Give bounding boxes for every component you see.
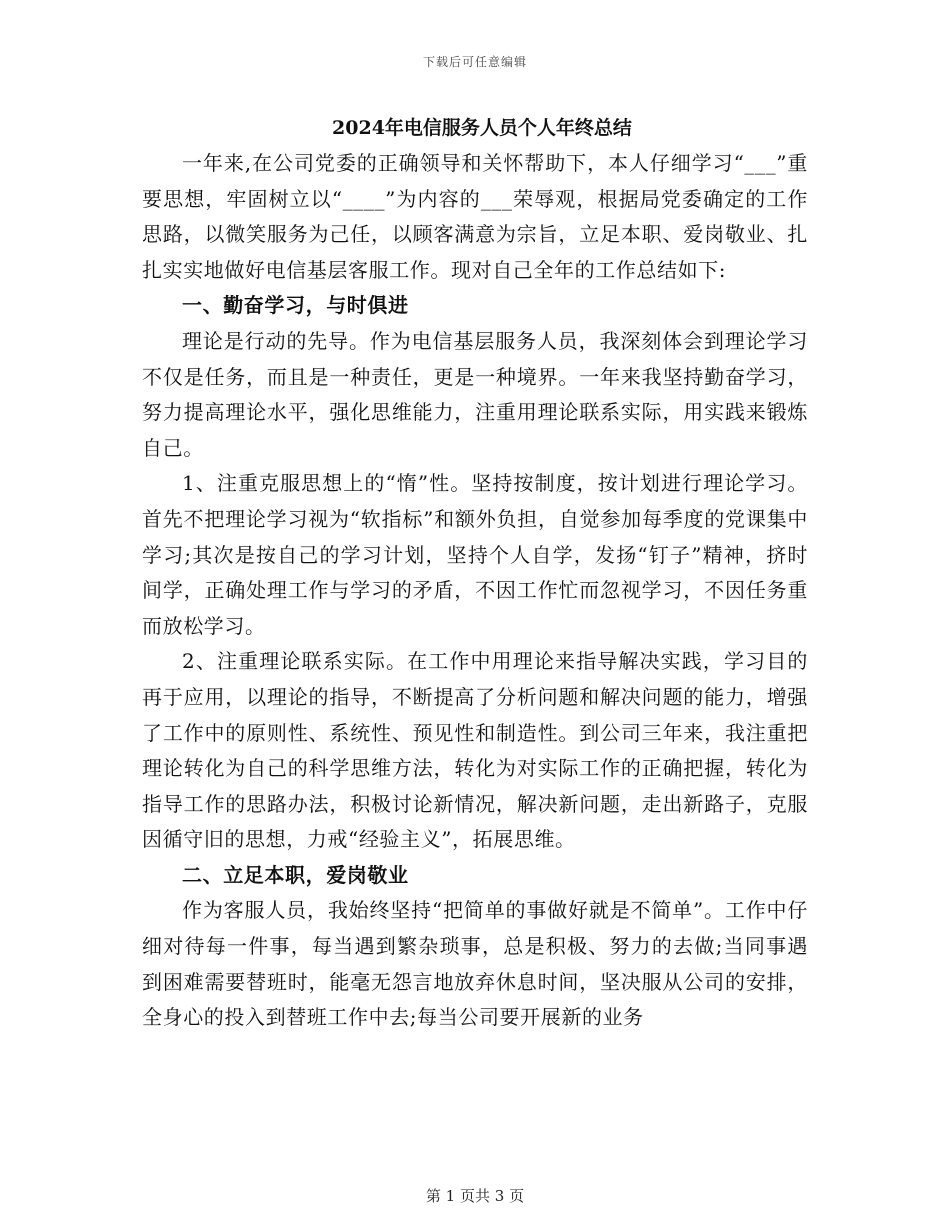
document-title: 2024年电信服务人员个人年终总结 [332, 117, 632, 139]
section-heading-1: 一、勤奋学习，与时俱进 [182, 293, 409, 318]
section1-paragraph-1: 理论是行动的先导。作为电信基层服务人员，我深刻体会到理论学习不仅是任务，而且是一种责任，更是一种境界。一年来我坚持勤奋学习，努力提高理论水平，强化思维能力，注重用理论联系实际，用实践来锻炼自己。 [142, 328, 808, 460]
section2-paragraph-1: 作为客服人员，我始终坚持“把简单的事做好就是不简单”。工作中仔细对待每一件事，每当遇到繁杂琐事，总是积极、努力的去做;当同事遇到困难需要替班时，能毫无怨言地放弃休息时间，坚决服从公司的安排，全身心的投入到替班工作中去;每当公司要开展新的业务 [142, 898, 808, 1030]
page-footer: 第 1 页共 3 页 [425, 1187, 525, 1205]
section-heading-2: 二、立足本职，爱岗敬业 [182, 862, 409, 887]
page-header: 下载后可任意编辑 [422, 55, 527, 69]
intro-paragraph: 一年来,在公司党委的正确领导和关怀帮助下，本人仔细学习“___”重要思想，牢固树立以“____”为内容的___荣辱观，根据局党委确定的工作思路，以微笑服务为己任，以顾客满意为宗旨，立足本职、爱岗敬业、扎扎实实地做好电信基层客服工作。现对自己全年的工作总结如下: [142, 151, 808, 282]
section1-paragraph-3: 2、注重理论联系实际。在工作中用理论来指导解决实践，学习目的再于应用，以理论的指导，不断提高了分析问题和解决问题的能力，增强了工作中的原则性、系统性、预见性和制造性。到公司三年来，我注重把理论转化为自己的科学思维方法，转化为对实际工作的正确把握，转化为指导工作的思路办法，积极讨论新情况，解决新问题，走出新路子，克服因循守旧的思想，力戒“经验主义”，拓展思维。 [142, 649, 808, 852]
section1-paragraph-2: 1、注重克服思想上的“惰”性。坚持按制度，按计划进行理论学习。首先不把理论学习视为“软指标”和额外负担，自觉参加每季度的党课集中学习;其次是按自己的学习计划，坚持个人自学，发扬“钉子”精神，挤时间学，正确处理工作与学习的矛盾，不因工作忙而忽视学习，不因任务重而放松学习。 [142, 471, 808, 638]
document-body [142, 110, 808, 1036]
